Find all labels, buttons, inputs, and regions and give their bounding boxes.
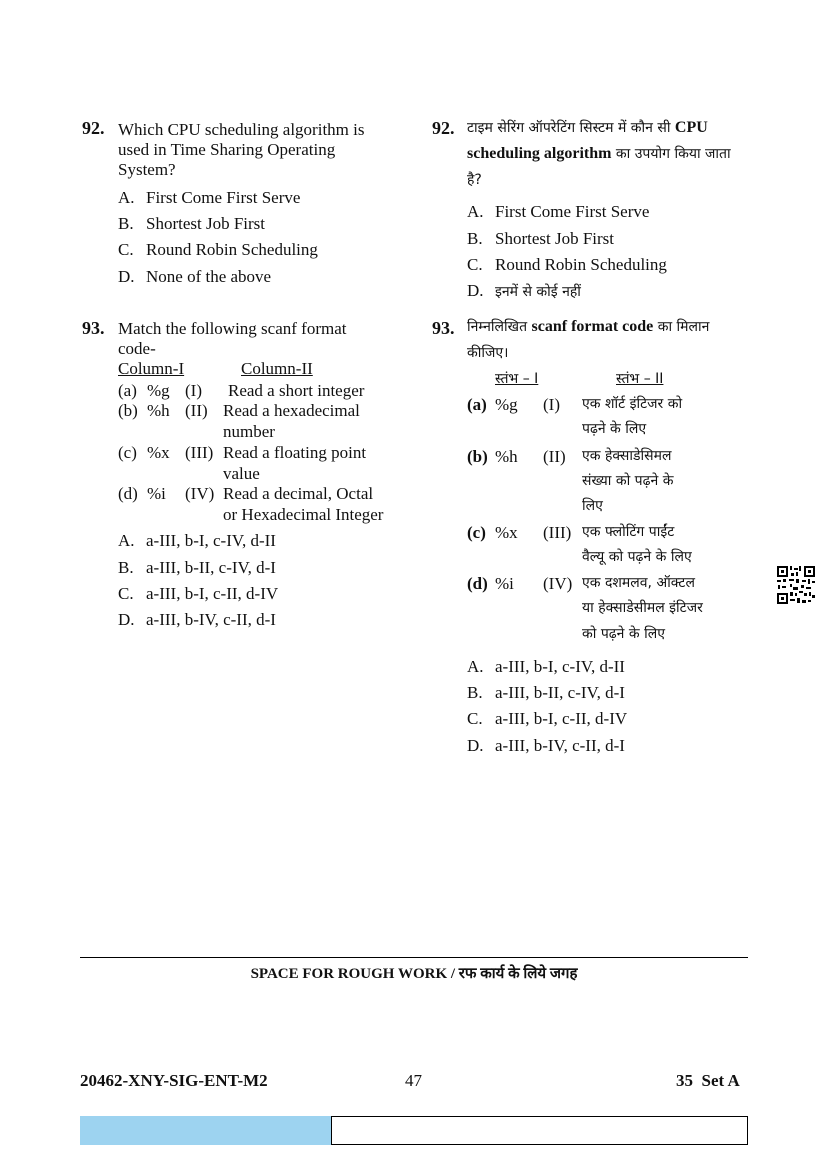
footer-right: 35 Set A: [676, 1071, 740, 1090]
column-2-header: Column-II: [241, 359, 313, 378]
column-1-header: Column-I: [118, 359, 185, 378]
option-c: C. a-III, b-I, c-II, d-IV: [118, 584, 279, 603]
column-1-header: स्तंभ – I: [495, 371, 539, 387]
option-b: B. a-III, b-II, c-IV, d-I: [118, 558, 276, 577]
question-text: Which CPU scheduling algorithm is used in Time Sharing Operating System?: [118, 120, 365, 179]
paper-code: 20462-XNY-SIG-ENT-M2: [80, 1071, 268, 1090]
option-a: A. a-III, b-I, c-IV, d-II: [467, 657, 625, 676]
question-92-en: [82, 118, 402, 288]
option-a: A. First Come First Serve: [118, 188, 301, 207]
option-d: D. इनमें से कोई नहीं: [467, 281, 581, 300]
option-a: A. First Come First Serve: [467, 202, 650, 221]
option-a: A. a-III, b-I, c-IV, d-II: [118, 531, 276, 550]
question-number: 92.: [432, 118, 455, 138]
question-text-line1: निम्नलिखित scanf format code का मिलान: [467, 318, 710, 335]
question-92-hi: [432, 118, 752, 303]
option-c: C. Round Robin Scheduling: [467, 255, 667, 274]
page-number: 47: [405, 1071, 422, 1090]
question-number: 93.: [82, 318, 105, 338]
rough-work-label: SPACE FOR ROUGH WORK / रफ कार्य के लिये जगह: [250, 966, 578, 982]
qr-code-icon: [776, 565, 816, 605]
option-b: B. Shortest Job First: [118, 214, 266, 233]
question-text-line1: Match the following scanf format: [118, 319, 347, 338]
option-d: D. a-III, b-IV, c-II, d-I: [467, 736, 625, 755]
question-text: टाइम सेरिंग ऑपरेटिंग सिस्टम में कौन सी CPU scheduling algorithm का उपयोग किया जाता है?: [467, 119, 731, 188]
question-number: 92.: [82, 118, 105, 138]
option-d: D. None of the above: [118, 267, 272, 286]
option-b: B. Shortest Job First: [467, 229, 615, 248]
footer-bar-blue: [80, 1116, 331, 1145]
column-2-header: स्तंभ – II: [616, 371, 664, 387]
option-b: B. a-III, b-II, c-IV, d-I: [467, 683, 625, 702]
footer-bar-box: [331, 1116, 748, 1145]
question-text-line2: कीजिए।: [467, 345, 509, 361]
option-d: D. a-III, b-IV, c-II, d-I: [118, 610, 276, 629]
question-text-line2: code-: [118, 339, 156, 358]
question-93-hi: 93. निम्नलिखित scanf format code का मिलान कीजिए। स्तंभ – I स्तंभ – II (a) %g (I) एक शॉर्ट इंटिजर को पढ़ने के लिए (b) %h (II) एक हेक्साडेसिमल संख्या को पढ़ने के लिए (c) %x (III) एक फ्लोटिंग पाईंट वैल्यू को पढ़ने के लिए (d) %i (IV) एक दशमलव, ऑक्टल या हेक्साडेसीमल इंटिजर को पढ़ने के लिए A. a-III, b-I, c-IV, d-II B. a-III, b-II, c-IV, d-I C. a-III, b-I, c-II, d-IV D. a-III, b-IV, c-II, d-I: [432, 318, 710, 755]
option-c: C. Round Robin Scheduling: [118, 240, 318, 259]
rough-work-divider: [80, 957, 748, 958]
option-c: C. a-III, b-I, c-II, d-IV: [467, 709, 628, 728]
question-number: 93.: [432, 318, 455, 338]
question-93-en: 93. Match the following scanf format code- Column-I Column-II (a) %g (I) Read a short integer (b) %h (II) Read a hexadecimal number (c) %x (III) Read a floating point value (d) %i (IV) Read a decimal, Octal or Hexadecimal Integer A. a-III, b-I, c-IV, d-II B. a-III, b-II, c-IV, d-I C. a-III, b-I, c-II, d-IV D. a-III, b-IV, c-II, d-I: [82, 318, 384, 629]
